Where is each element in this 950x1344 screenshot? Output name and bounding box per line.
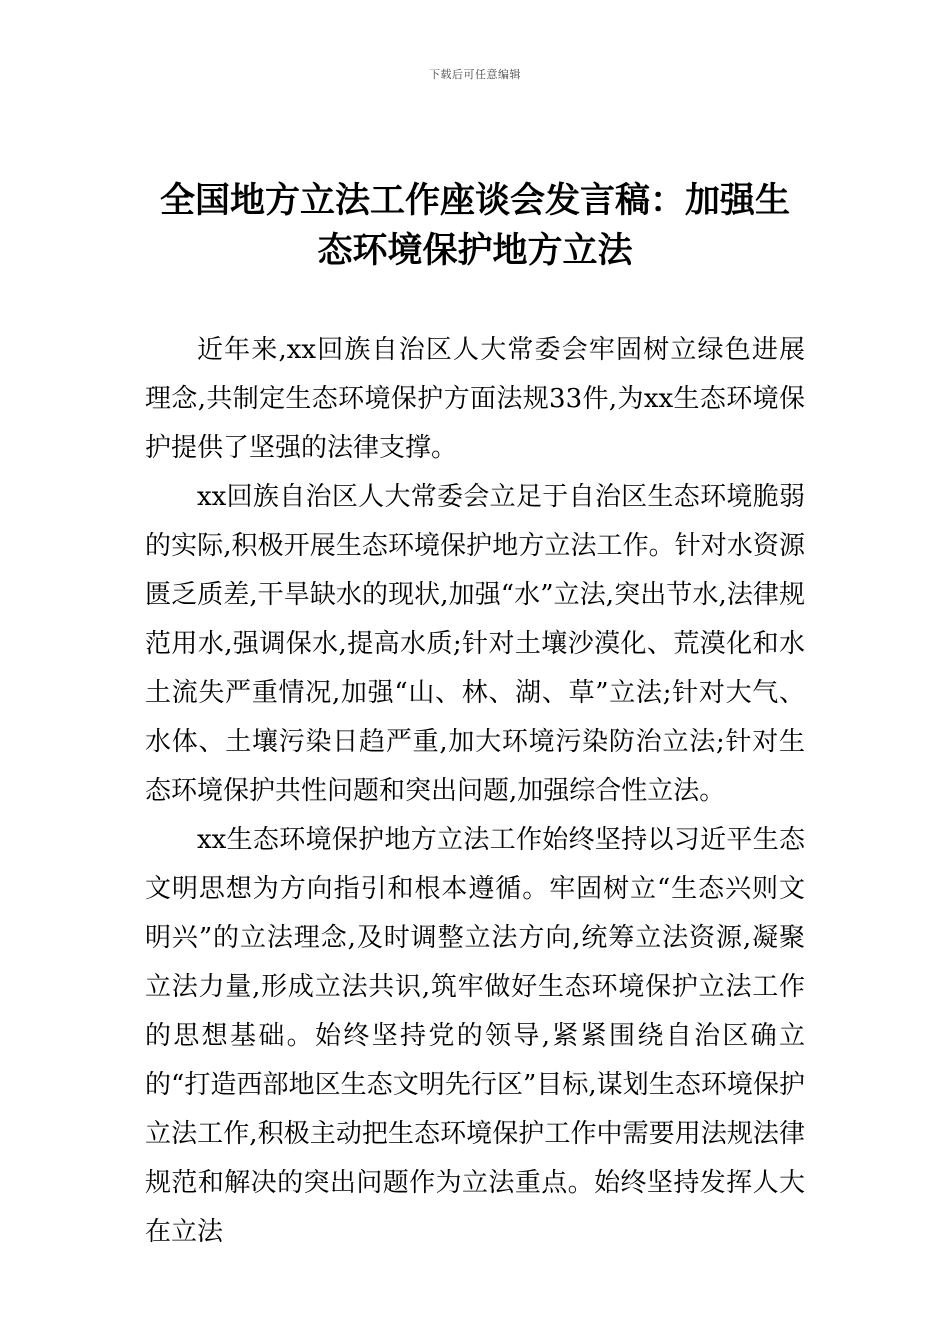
paragraph-2: xx回族自治区人大常委会立足于自治区生态环境脆弱的实际,积极开展生态环境保护地方立法工作。针对水资源匮乏质差,干旱缺水的现状,加强“水”立法,突出节水,法律规范用水,强调保水,提高水质;针对土壤沙漠化、荒漠化和水土流失严重情况,加强“山、林、湖、草”立法;针对大气、水体、土壤污染日趋严重,加大环境污染防治立法;针对生态环境保护共性问题和突出问题,加强综合性立法。	[145, 482, 805, 806]
paragraph-3: xx生态环境保护地方立法工作始终坚持以习近平生态文明思想为方向指引和根本遵循。牢固树立“生态兴则文明兴”的立法理念,及时调整立法方向,统筹立法资源,凝聚立法力量,形成立法共识,筑牢做好生态环境保护立法工作的思想基础。始终坚持党的领导,紧紧围绕自治区确立的“打造西部地区生态文明先行区”目标,谋划生态环境保护立法工作,积极主动把生态环境保护工作中需要用法规法律规范和解决的突出问题作为立法重点。始终坚持发挥人大在立法	[145, 825, 805, 1247]
header-note: 下载后可任意编辑	[429, 68, 521, 81]
paragraph-1: 近年来,xx回族自治区人大常委会牢固树立绿色进展理念,共制定生态环境保护方面法规33件,为xx生态环境保护提供了坚强的法律支撑。	[145, 335, 805, 463]
document-title: 全国地方立法工作座谈会发言稿：加强生态环境保护地方立法	[159, 180, 790, 271]
document-body	[145, 326, 805, 1257]
